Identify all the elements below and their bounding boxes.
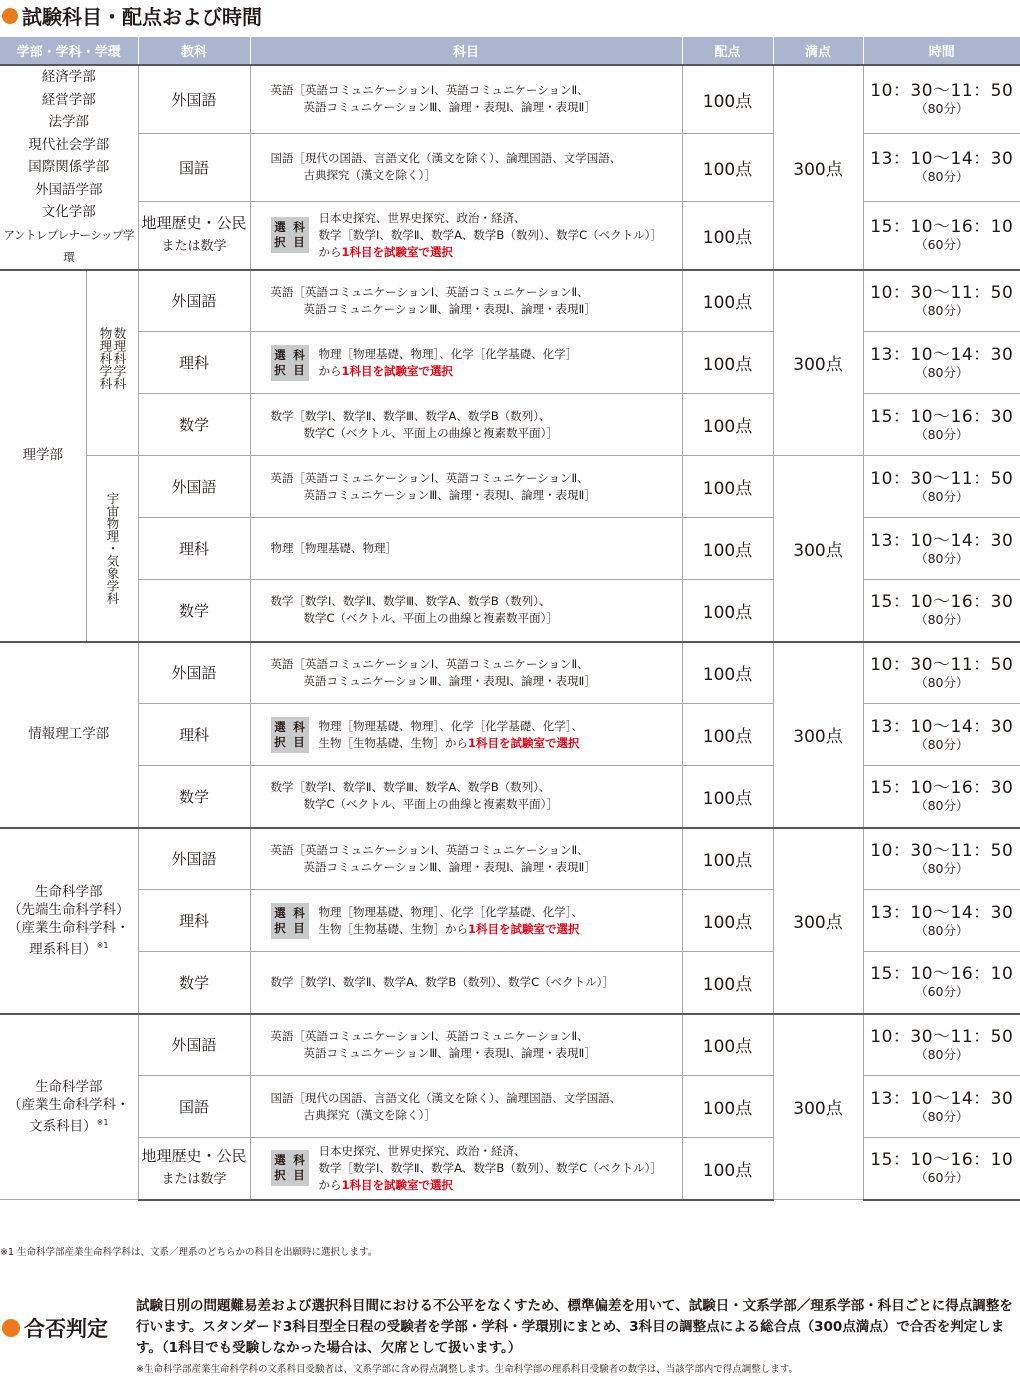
kyouka-label: 外国語 bbox=[171, 292, 217, 311]
dept-name: 現代社会学部 bbox=[28, 136, 110, 153]
points-cell bbox=[682, 65, 773, 133]
time-range: 10：30〜11：50 bbox=[870, 840, 1014, 861]
duration: （60分） bbox=[915, 984, 969, 1000]
table-row bbox=[0, 518, 1020, 580]
duration: （80分） bbox=[915, 426, 969, 442]
dept-cell bbox=[0, 1014, 138, 1200]
subject-line: 英語［英語コミュニケーションⅠ、英語コミュニケーションⅡ、 bbox=[270, 284, 589, 299]
kyouka-label: 地理歴史・公民 bbox=[141, 1147, 247, 1166]
dept-cell bbox=[0, 828, 138, 1014]
subject-cell bbox=[250, 65, 682, 133]
selection-badge-line2: 科目 bbox=[293, 1153, 305, 1183]
points-cell bbox=[682, 1076, 773, 1138]
header-time: 時間 bbox=[863, 37, 1020, 65]
duration: （80分） bbox=[915, 674, 969, 690]
subject-line: 英語コミュニケーションⅢ、論理・表現Ⅰ、論理・表現Ⅱ］ bbox=[303, 673, 596, 688]
table-row bbox=[0, 394, 1020, 456]
points-value: 100点 bbox=[702, 1099, 753, 1119]
subject-cell bbox=[250, 1076, 682, 1138]
points-value: 100点 bbox=[702, 665, 753, 686]
subject-line: 生物［生物基礎、生物］から bbox=[318, 735, 469, 750]
full-score-cell bbox=[773, 270, 863, 456]
subject-line: 数学［数学Ⅰ、数学Ⅱ、数学A、数学B（数列）、数学C（ベクトル）］ bbox=[318, 1160, 662, 1175]
kyouka-cell bbox=[138, 580, 250, 642]
kyouka-cell bbox=[138, 1076, 250, 1138]
subject-line: 日本史探究、世界史探究、政治・経済、 bbox=[318, 1143, 526, 1158]
selection-badge-line1: 選択 bbox=[274, 1153, 286, 1183]
time-cell bbox=[863, 65, 1020, 133]
selection-badge-line2: 科目 bbox=[293, 905, 305, 935]
from-label: から bbox=[318, 363, 342, 378]
kyouka-cell bbox=[138, 518, 250, 580]
points-cell bbox=[682, 332, 773, 394]
table-row bbox=[0, 952, 1020, 1014]
select-one-note: 1科目を試験室で選択 bbox=[468, 735, 580, 750]
subject-line: 古典探究（漢文を除く）］ bbox=[303, 1107, 436, 1122]
points-cell bbox=[682, 201, 773, 269]
dept-name: 生命科学部 bbox=[35, 883, 103, 900]
duration: （80分） bbox=[915, 364, 969, 380]
header-dept: 学部・学科・学環 bbox=[0, 37, 138, 65]
points-cell bbox=[682, 642, 773, 704]
header-points: 配点 bbox=[682, 37, 773, 65]
duration: （80分） bbox=[915, 736, 969, 752]
header-full: 満点 bbox=[773, 37, 863, 65]
kyouka-cell bbox=[138, 332, 250, 394]
table-row bbox=[0, 65, 1020, 133]
subject-line: 英語コミュニケーションⅢ、論理・表現Ⅰ、論理・表現Ⅱ］ bbox=[303, 859, 596, 874]
dept-name: （産業生命科学科・ bbox=[8, 1097, 130, 1113]
subject-line: 数学［数学Ⅰ、数学Ⅱ、数学Ⅲ、数学A、数学B（数列）、 bbox=[270, 408, 551, 423]
selection-badge-line2: 科目 bbox=[293, 347, 305, 377]
kyouka-label: 数学 bbox=[179, 973, 210, 992]
duration: （80分） bbox=[915, 550, 969, 566]
dept-name: （産業生命科学科・ bbox=[8, 919, 130, 936]
duration: （60分） bbox=[915, 237, 969, 253]
kyouka-label: 国語 bbox=[179, 1098, 210, 1116]
time-range: 10：30〜11：50 bbox=[870, 654, 1014, 675]
select-one-note: 1科目を試験室で選択 bbox=[341, 363, 454, 378]
kyouka-label: 理科 bbox=[179, 912, 210, 930]
selection-badge bbox=[271, 217, 309, 253]
dept-name: 法学部 bbox=[48, 114, 89, 130]
kyouka-cell bbox=[138, 1014, 250, 1076]
time-cell bbox=[863, 1076, 1020, 1138]
points-cell bbox=[682, 1138, 773, 1200]
kyouka-label: 数学 bbox=[179, 601, 210, 620]
time-range: 15：10〜16：30 bbox=[870, 778, 1014, 799]
subject-cell bbox=[250, 133, 682, 201]
selection-badge-line2: 科目 bbox=[293, 220, 305, 250]
kyouka-cell bbox=[138, 766, 250, 828]
subject-cell bbox=[250, 828, 682, 890]
full-score-cell bbox=[773, 1014, 863, 1200]
points-value: 100点 bbox=[702, 541, 753, 561]
subject-cell bbox=[250, 456, 682, 518]
time-cell bbox=[863, 456, 1020, 518]
dept-name: 理学部 bbox=[22, 447, 63, 464]
time-range: 15：10〜16：30 bbox=[870, 592, 1014, 613]
points-cell bbox=[682, 133, 773, 201]
time-cell bbox=[863, 270, 1020, 332]
table-row bbox=[0, 580, 1020, 642]
points-cell bbox=[682, 828, 773, 890]
points-value: 100点 bbox=[702, 293, 753, 314]
subject-line: 数学C（ベクトル、平面上の曲線と複素数平面）］ bbox=[303, 425, 558, 440]
time-range: 13：10〜14：30 bbox=[870, 344, 1014, 365]
dept-name: 経済学部 bbox=[41, 69, 96, 85]
kyouka-cell bbox=[138, 704, 250, 766]
time-cell bbox=[863, 394, 1020, 456]
time-cell bbox=[863, 1014, 1020, 1076]
selection-badge-line1: 選択 bbox=[274, 719, 286, 749]
selection-badge bbox=[271, 717, 309, 753]
kyouka-cell bbox=[138, 890, 250, 952]
points-cell bbox=[682, 952, 773, 1014]
subject-line: 英語コミュニケーションⅢ、論理・表現Ⅰ、論理・表現Ⅱ］ bbox=[303, 1045, 596, 1060]
duration: （80分） bbox=[915, 612, 969, 628]
full-score-value: 300点 bbox=[793, 1099, 843, 1120]
subject-line: 英語［英語コミュニケーションⅠ、英語コミュニケーションⅡ、 bbox=[270, 656, 589, 671]
select-one-note: 1科目を試験室で選択 bbox=[468, 921, 580, 936]
table-row bbox=[0, 270, 1020, 332]
sub-dept-name: 数理科学科 物理科学科 bbox=[98, 326, 127, 390]
time-range: 13：10〜14：30 bbox=[870, 1088, 1014, 1109]
subject-cell bbox=[250, 766, 682, 828]
full-score-cell bbox=[773, 65, 863, 270]
kyouka-cell bbox=[138, 65, 250, 133]
points-cell bbox=[682, 704, 773, 766]
subject-line: 数学［数学Ⅰ、数学Ⅱ、数学A、数学B（数列）、数学C（ベクトル）］ bbox=[318, 227, 662, 242]
kyouka-label: 外国語 bbox=[171, 478, 217, 496]
dept-name: 生命科学部 bbox=[35, 1079, 103, 1095]
time-range: 10：30〜11：50 bbox=[870, 81, 1014, 102]
time-range: 13：10〜14：30 bbox=[870, 530, 1014, 551]
table-row bbox=[0, 704, 1020, 766]
dept-cell bbox=[0, 642, 138, 828]
time-range: 13：10〜14：30 bbox=[870, 149, 1014, 170]
time-cell bbox=[863, 332, 1020, 394]
full-score-value: 300点 bbox=[793, 913, 843, 933]
subject-cell bbox=[250, 1014, 682, 1076]
kyouka-cell bbox=[138, 828, 250, 890]
duration: （80分） bbox=[915, 488, 969, 504]
points-value: 100点 bbox=[702, 1037, 753, 1058]
subject-line: 数学［数学Ⅰ、数学Ⅱ、数学Ⅲ、数学A、数学B（数列）、 bbox=[270, 780, 551, 795]
sub-dept-cell bbox=[86, 270, 138, 456]
time-cell bbox=[863, 133, 1020, 201]
table-row bbox=[0, 332, 1020, 394]
kyouka-label: 地理歴史・公民 bbox=[141, 214, 247, 233]
duration: （80分） bbox=[915, 798, 969, 814]
sub-dept-name: 宇宙物理・気象学科 bbox=[105, 492, 120, 605]
kyouka-cell bbox=[138, 456, 250, 518]
kyouka-cell bbox=[138, 201, 250, 269]
time-range: 10：30〜11：50 bbox=[870, 1026, 1014, 1047]
subject-cell bbox=[250, 518, 682, 580]
full-score-value: 300点 bbox=[793, 159, 843, 180]
full-score-value: 300点 bbox=[793, 727, 843, 747]
table-row bbox=[0, 1138, 1020, 1200]
kyouka-cell bbox=[138, 952, 250, 1014]
subject-line: 物理［物理基礎、物理］、化学［化学基礎、化学］ bbox=[318, 346, 578, 361]
duration: （80分） bbox=[915, 1046, 969, 1062]
duration: （80分） bbox=[915, 169, 969, 185]
time-cell bbox=[863, 1138, 1020, 1200]
points-value: 100点 bbox=[702, 91, 753, 112]
orange-bullet-icon bbox=[2, 1319, 20, 1337]
subject-line: 数学C（ベクトル、平面上の曲線と複素数平面）］ bbox=[303, 611, 558, 626]
kyouka-cell bbox=[138, 1138, 250, 1200]
from-label: から bbox=[318, 244, 342, 259]
subject-line: 数学C（ベクトル、平面上の曲線と複素数平面）］ bbox=[303, 797, 558, 812]
subject-cell bbox=[250, 580, 682, 642]
kyouka-cell bbox=[138, 642, 250, 704]
dept-name: 外国語学部 bbox=[35, 181, 103, 198]
dept-name: 理系科目） bbox=[29, 941, 97, 958]
kyouka-label: 数学 bbox=[179, 787, 210, 806]
footnote-ref: ※1 bbox=[96, 940, 109, 950]
table-row bbox=[0, 642, 1020, 704]
duration: （80分） bbox=[915, 1108, 969, 1124]
time-range: 10：30〜11：50 bbox=[870, 282, 1014, 303]
kyouka-label: 理科 bbox=[179, 726, 210, 744]
points-value: 100点 bbox=[702, 913, 753, 933]
time-cell bbox=[863, 828, 1020, 890]
subject-line: 英語コミュニケーションⅢ、論理・表現Ⅰ、論理・表現Ⅱ］ bbox=[303, 487, 596, 502]
kyouka-label: 外国語 bbox=[171, 1036, 217, 1055]
footnote-2: ※生命科学部産業生命科学科の文系科目受験者は、文系学部に含め得点調整します。生命科学部の理系科目受験者の数学は、当該学部内で得点調整します。 bbox=[136, 1364, 798, 1375]
duration: （80分） bbox=[915, 302, 969, 318]
full-score-value: 300点 bbox=[793, 540, 843, 561]
table-row bbox=[0, 890, 1020, 952]
points-value: 100点 bbox=[702, 1160, 753, 1181]
table-row bbox=[0, 1014, 1020, 1076]
points-value: 100点 bbox=[702, 417, 753, 437]
kyouka-label: 外国語 bbox=[171, 90, 217, 109]
subject-line: 英語［英語コミュニケーションⅠ、英語コミュニケーションⅡ、 bbox=[270, 842, 589, 857]
points-value: 100点 bbox=[702, 727, 753, 747]
subject-line: 数学［数学Ⅰ、数学Ⅱ、数学Ⅲ、数学A、数学B（数列）、 bbox=[270, 594, 551, 609]
orange-bullet-icon bbox=[2, 8, 18, 24]
selection-badge-line1: 選択 bbox=[274, 905, 286, 935]
points-value: 100点 bbox=[702, 479, 753, 499]
footnote-1: ※1 生命科学部産業生命科学科は、文系／理系のどちらかの科目を出願時に選択します。 bbox=[0, 1247, 378, 1258]
subject-line: 物理［物理基礎、物理］、化学［化学基礎、化学］、 bbox=[318, 718, 584, 733]
time-range: 15：10〜16：10 bbox=[870, 217, 1014, 238]
kyouka-label: 理科 bbox=[179, 540, 210, 558]
dept-name: 文化学部 bbox=[41, 204, 96, 220]
subject-line: 物理［物理基礎、物理］ bbox=[270, 541, 398, 555]
dept-cell bbox=[0, 270, 86, 642]
time-range: 10：30〜11：50 bbox=[870, 468, 1014, 489]
points-cell bbox=[682, 766, 773, 828]
subject-cell bbox=[250, 704, 682, 766]
pass-section-title: 合否判定 bbox=[2, 1313, 108, 1343]
time-cell bbox=[863, 642, 1020, 704]
subject-cell bbox=[250, 201, 682, 269]
selection-badge bbox=[271, 903, 309, 939]
subject-cell bbox=[250, 270, 682, 332]
subject-line: 数学［数学Ⅰ、数学Ⅱ、数学A、数学B（数列）、数学C（ベクトル）］ bbox=[270, 974, 614, 989]
time-cell bbox=[863, 580, 1020, 642]
full-score-cell bbox=[773, 642, 863, 828]
points-cell bbox=[682, 456, 773, 518]
subject-line: 国語［現代の国語、言語文化（漢文を除く）、論理国語、文学国語、 bbox=[270, 151, 622, 166]
dept-name: 国際関係学部 bbox=[28, 159, 110, 175]
dept-name: 経営学部 bbox=[41, 91, 96, 108]
select-one-note: 1科目を試験室で選択 bbox=[341, 1177, 454, 1192]
time-range: 15：10〜16：30 bbox=[870, 406, 1014, 427]
subject-cell bbox=[250, 1138, 682, 1200]
subject-line: 国語［現代の国語、言語文化（漢文を除く）、論理国語、文学国語、 bbox=[270, 1090, 622, 1105]
kyouka-label: 数学 bbox=[179, 416, 210, 434]
exam-section-title: 試験科目・配点および時間 bbox=[2, 1, 262, 30]
full-score-value: 300点 bbox=[793, 355, 843, 376]
points-value: 100点 bbox=[702, 788, 753, 809]
table-row bbox=[0, 1076, 1020, 1138]
points-cell bbox=[682, 270, 773, 332]
kyouka-cell bbox=[138, 270, 250, 332]
from-label: から bbox=[318, 1177, 342, 1192]
subject-line: 英語［英語コミュニケーションⅠ、英語コミュニケーションⅡ、 bbox=[270, 470, 589, 485]
kyouka-label: 外国語 bbox=[171, 850, 217, 869]
full-score-cell bbox=[773, 456, 863, 642]
header-subject: 科目 bbox=[250, 37, 682, 65]
subject-line: 英語コミュニケーションⅢ、論理・表現Ⅰ、論理・表現Ⅱ］ bbox=[303, 100, 596, 115]
exam-table bbox=[0, 37, 1020, 1201]
subject-line: 英語［英語コミュニケーションⅠ、英語コミュニケーションⅡ、 bbox=[270, 83, 589, 98]
time-cell bbox=[863, 890, 1020, 952]
footnote-ref: ※1 bbox=[96, 1118, 109, 1127]
selection-badge bbox=[271, 1150, 309, 1186]
table-row bbox=[0, 456, 1020, 518]
header-kyouka: 教科 bbox=[138, 37, 250, 65]
points-cell bbox=[682, 394, 773, 456]
time-cell bbox=[863, 704, 1020, 766]
kyouka-label-sub: または数学 bbox=[161, 239, 227, 255]
subject-cell bbox=[250, 952, 682, 1014]
points-value: 100点 bbox=[702, 227, 753, 248]
dept-name: アントレプレナーシップ学環 bbox=[3, 227, 135, 264]
subject-line: 生物［生物基礎、生物］から bbox=[318, 921, 469, 936]
points-value: 100点 bbox=[702, 602, 753, 623]
full-score-cell bbox=[773, 828, 863, 1014]
subject-line: 古典探究（漢文を除く）］ bbox=[303, 168, 436, 183]
table-header-row bbox=[0, 37, 1020, 65]
time-cell bbox=[863, 518, 1020, 580]
points-value: 100点 bbox=[702, 851, 753, 872]
duration: （80分） bbox=[915, 922, 969, 938]
subject-line: 物理［物理基礎、物理］、化学［化学基礎、化学］、 bbox=[318, 904, 584, 919]
duration: （80分） bbox=[915, 860, 969, 876]
time-range: 15：10〜16：10 bbox=[870, 1150, 1014, 1171]
kyouka-cell bbox=[138, 394, 250, 456]
points-value: 100点 bbox=[702, 355, 753, 375]
points-value: 100点 bbox=[702, 159, 753, 180]
kyouka-label-sub: または数学 bbox=[161, 1172, 227, 1188]
kyouka-label: 理科 bbox=[179, 354, 210, 372]
dept-cell bbox=[0, 65, 138, 270]
table-row bbox=[0, 828, 1020, 890]
dept-name: 文系科目） bbox=[29, 1118, 97, 1135]
kyouka-label: 外国語 bbox=[171, 664, 217, 683]
points-cell bbox=[682, 890, 773, 952]
points-value: 100点 bbox=[702, 974, 753, 995]
time-cell bbox=[863, 766, 1020, 828]
subject-cell bbox=[250, 394, 682, 456]
time-cell bbox=[863, 952, 1020, 1014]
duration: （80分） bbox=[915, 101, 969, 117]
table-row bbox=[0, 766, 1020, 828]
select-one-note: 1科目を試験室で選択 bbox=[341, 244, 454, 259]
points-cell bbox=[682, 580, 773, 642]
points-cell bbox=[682, 1014, 773, 1076]
selection-badge-line1: 選択 bbox=[274, 347, 286, 377]
time-cell bbox=[863, 201, 1020, 269]
subject-cell bbox=[250, 332, 682, 394]
selection-badge-line1: 選択 bbox=[274, 220, 286, 250]
subject-line: 英語［英語コミュニケーションⅠ、英語コミュニケーションⅡ、 bbox=[270, 1028, 589, 1043]
sub-dept-cell bbox=[86, 456, 138, 642]
dept-name: 情報理工学部 bbox=[28, 726, 110, 743]
table-row bbox=[0, 201, 1020, 269]
table-row bbox=[0, 133, 1020, 201]
selection-badge-line2: 科目 bbox=[293, 719, 305, 749]
pass-body-text: 試験日別の問題難易差および選択科目間における不公平をなくすため、標準偏差を用いて、試験日・文系学部／理系学部・科目ごとに得点調整を行います。スタンダード3科目型全日程の受験者を学部・学科・学環別にまとめ、3科目の調整点による総合点（300点満点）で合否を判定します。（1科目でも受験しなかった場合は、欠席として扱います。） bbox=[136, 1298, 1013, 1356]
subject-cell bbox=[250, 890, 682, 952]
time-range: 13：10〜14：30 bbox=[870, 902, 1014, 923]
subject-cell bbox=[250, 642, 682, 704]
subject-line: 英語コミュニケーションⅢ、論理・表現Ⅰ、論理・表現Ⅱ］ bbox=[303, 301, 596, 316]
duration: （60分） bbox=[915, 1170, 969, 1186]
time-range: 13：10〜14：30 bbox=[870, 716, 1014, 737]
selection-badge bbox=[271, 345, 309, 381]
kyouka-label: 国語 bbox=[179, 158, 210, 177]
kyouka-cell bbox=[138, 133, 250, 201]
subject-line: 日本史探究、世界史探究、政治・経済、 bbox=[318, 210, 526, 225]
time-range: 15：10〜16：10 bbox=[870, 964, 1014, 985]
points-cell bbox=[682, 518, 773, 580]
dept-name: （先端生命科学科） bbox=[8, 901, 130, 918]
